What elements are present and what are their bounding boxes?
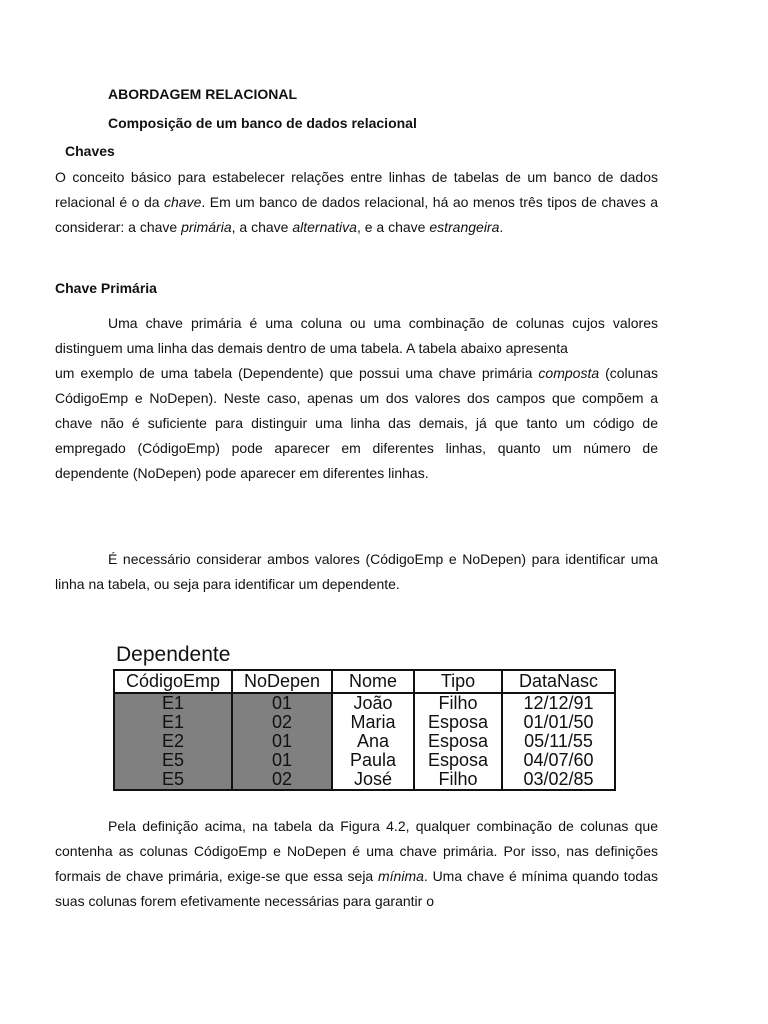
heading-chave-primaria: Chave Primária — [55, 280, 157, 296]
table-cell: E1 — [114, 713, 232, 732]
emphasis-alternativa: alternativa — [292, 219, 357, 235]
paragraph-ambos-valores — [55, 547, 658, 597]
table-cell: João — [332, 693, 414, 713]
text-run: . Uma chave é mínima quando todas suas colunas forem efetivamente necessárias para garantir o — [55, 868, 658, 909]
table-cell: José — [332, 770, 414, 790]
column-header: DataNasc — [502, 670, 615, 693]
table-cell: E5 — [114, 751, 232, 770]
table-cell: Maria — [332, 713, 414, 732]
paragraph-chaves — [55, 165, 658, 240]
table-cell: 04/07/60 — [502, 751, 615, 770]
table-cell: E1 — [114, 693, 232, 713]
paragraph-line-a: Uma chave primária é uma coluna ou uma combinação de colunas cujos valores distinguem uma linha das demais dentro de uma tabela. A tabela abaixo apresenta — [55, 315, 658, 356]
table-row — [114, 770, 615, 790]
table-cell: E5 — [114, 770, 232, 790]
table-cell: Ana — [332, 732, 414, 751]
text-run: . — [499, 219, 504, 235]
figure-title: Dependente — [116, 643, 231, 666]
document-title: ABORDAGEM RELACIONAL — [108, 86, 297, 102]
table-cell: E2 — [114, 732, 232, 751]
paragraph-text: É necessário considerar ambos valores (CódigoEmp e NoDepen) para identificar uma linha na tabela, ou seja para identificar um dependente. — [55, 551, 658, 592]
emphasis-composta: composta — [538, 365, 600, 381]
section-subtitle: Composição de um banco de dados relacional — [108, 115, 417, 131]
table-cell: 05/11/55 — [502, 732, 615, 751]
heading-chaves: Chaves — [65, 143, 115, 159]
text-run: , a chave — [231, 219, 293, 235]
emphasis-minima: mínima — [378, 868, 424, 884]
emphasis-estrangeira: estrangeira — [429, 219, 500, 235]
emphasis-chave: chave — [164, 194, 202, 210]
table-cell: 01 — [232, 751, 332, 770]
text-run: , e a chave — [356, 219, 430, 235]
table-cell: Esposa — [414, 713, 502, 732]
column-header: CódigoEmp — [114, 670, 232, 693]
table-row — [114, 732, 615, 751]
table-row — [114, 713, 615, 732]
table-cell: 02 — [232, 713, 332, 732]
column-header: Tipo — [414, 670, 502, 693]
column-header: Nome — [332, 670, 414, 693]
table-row — [114, 693, 615, 713]
table-cell: Esposa — [414, 732, 502, 751]
table-cell: 03/02/85 — [502, 770, 615, 790]
text-run: . Em um banco de dados relacional, há ao menos três tipos de chaves a considerar: a chave — [55, 194, 658, 235]
table-cell: Filho — [414, 693, 502, 713]
table-cell: Esposa — [414, 751, 502, 770]
dependente-table — [113, 669, 616, 791]
paragraph-chave-primaria — [55, 311, 658, 486]
table-cell: 01 — [232, 732, 332, 751]
table-cell: 12/12/91 — [502, 693, 615, 713]
text-run: O conceito básico para estabelecer relações entre linhas de tabelas de um banco de dados relacional é o da — [55, 169, 658, 210]
column-header: NoDepen — [232, 670, 332, 693]
table-cell: Filho — [414, 770, 502, 790]
text-run: (colunas CódigoEmp e NoDepen). Neste caso, apenas um dos valores dos campos que compõem a chave não é suficiente para distinguir uma linha das demais, já que tanto um código de empregado (CódigoEmp) pode aparecer em diferentes linhas, quanto um número de dependente (NoDepen) pode aparecer em diferentes linhas. — [55, 365, 658, 481]
paragraph-definicao — [55, 814, 658, 914]
emphasis-primaria: primária — [181, 219, 232, 235]
table-cell: 01 — [232, 693, 332, 713]
table-cell: Paula — [332, 751, 414, 770]
text-run: Pela definição acima, na tabela da Figura 4.2, qualquer combinação de colunas que contenha as colunas CódigoEmp e NoDepen é uma chave primária. Por isso, nas definições formais de chave primária, exige-se que essa seja — [55, 818, 658, 884]
table-cell: 02 — [232, 770, 332, 790]
table-header-row — [114, 670, 615, 693]
text-run: um exemplo de uma tabela (Dependente) que possui uma chave primária — [55, 365, 539, 381]
table-cell: 01/01/50 — [502, 713, 615, 732]
table-row — [114, 751, 615, 770]
